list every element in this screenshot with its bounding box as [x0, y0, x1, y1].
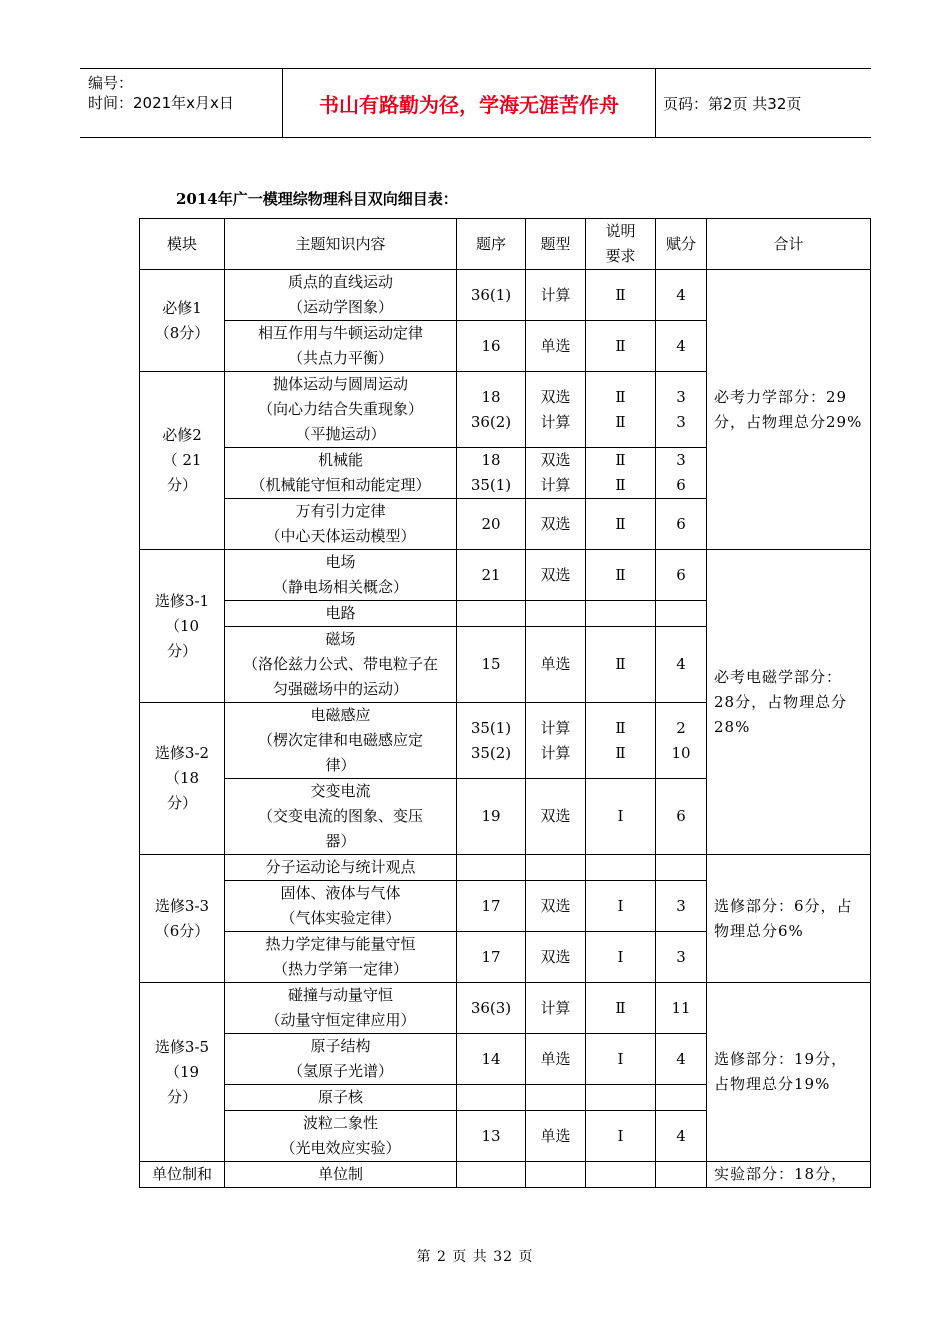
cell-line: 28%: [714, 717, 751, 736]
cell-line: （交变电流的图象、变压: [257, 807, 423, 825]
header-total: 合计: [707, 219, 871, 270]
cell-line: （平抛运动）: [295, 425, 386, 443]
cell-line: 35(2): [470, 743, 512, 762]
cell-line: 占物理总分19%: [714, 1075, 831, 1093]
cell-line: 机械能: [317, 451, 363, 469]
cell-line: （氢原子光谱）: [287, 1062, 393, 1080]
cell-line: 说明: [605, 222, 636, 240]
requirement-cell: Ⅱ: [586, 550, 656, 601]
number-cell: [457, 1085, 526, 1111]
topic-cell: [225, 1034, 457, 1085]
cell-line: Ⅱ: [615, 476, 626, 494]
type-cell: 双选: [526, 932, 586, 983]
cell-line: 2: [676, 718, 686, 737]
number-cell: [457, 703, 526, 779]
type-cell: 单选: [526, 321, 586, 372]
requirement-cell: [586, 1162, 656, 1188]
module-cell: [140, 372, 225, 550]
cell-line: 分，占物理总分29%: [714, 412, 863, 431]
module-cell: [140, 983, 225, 1162]
cell-line: （热力学第一定律）: [272, 960, 408, 978]
cell-line: Ⅱ: [615, 387, 626, 406]
type-cell: 单选: [526, 1111, 586, 1162]
cell-line: （中心天体运动模型）: [265, 527, 416, 545]
cell-line: 计算: [540, 743, 571, 762]
header-center: [282, 69, 656, 137]
cell-line: 18: [481, 451, 501, 469]
score-cell: 4: [656, 1034, 707, 1085]
number-cell: 20: [457, 499, 526, 550]
topic-cell: [225, 270, 457, 321]
header-module: 模块: [140, 219, 225, 270]
score-cell: 4: [656, 1111, 707, 1162]
topic-cell: [225, 372, 457, 448]
number-cell: [457, 601, 526, 627]
type-cell: [526, 703, 586, 779]
cell-line: 交变电流: [310, 782, 371, 800]
type-cell: [526, 448, 586, 499]
topic-cell: 电路: [225, 601, 457, 627]
topic-cell: [225, 1111, 457, 1162]
number-cell: 19: [457, 779, 526, 855]
requirement-cell: Ⅱ: [586, 499, 656, 550]
cell-line: 双选: [540, 451, 571, 469]
type-cell: [526, 601, 586, 627]
cell-line: （机械能守恒和动能定理）: [250, 476, 431, 494]
cell-line: （洛伦兹力公式、带电粒子在: [242, 655, 438, 673]
cell-line: （19: [164, 1062, 200, 1081]
total-cell: [707, 550, 871, 855]
page-footer: 第 2 页 共 32 页: [416, 1249, 534, 1265]
cell-line: 28分，占物理总分: [714, 692, 848, 711]
header-right: [655, 69, 871, 137]
requirement-cell: Ⅱ: [586, 321, 656, 372]
requirement-cell: Ⅰ: [586, 779, 656, 855]
cell-line: 35(1): [470, 476, 512, 494]
requirement-cell: [586, 372, 656, 448]
header-left: [80, 69, 281, 137]
cell-line: 分）: [166, 1087, 197, 1106]
total-cell: [707, 855, 871, 983]
motto-text: 书山有路勤为径，学海无涯苦作舟: [319, 92, 619, 117]
cell-line: 选修3-2: [154, 744, 210, 762]
type-cell: 单选: [526, 627, 586, 703]
cell-line: 物理总分6%: [714, 921, 804, 940]
cell-line: 必修1: [162, 298, 202, 317]
cell-line: （6分）: [154, 921, 210, 940]
score-cell: [656, 448, 707, 499]
cell-line: （气体实验定律）: [280, 909, 401, 927]
score-cell: 11: [656, 983, 707, 1034]
cell-line: 必考力学部分：29: [714, 387, 848, 406]
topic-cell: [225, 448, 457, 499]
topic-cell: [225, 627, 457, 703]
cell-line: 匀强磁场中的运动）: [272, 680, 408, 698]
score-cell: 6: [656, 779, 707, 855]
requirement-cell: [586, 448, 656, 499]
score-cell: 6: [656, 550, 707, 601]
cell-line: 波粒二象性: [302, 1114, 378, 1132]
type-cell: [526, 1162, 586, 1188]
cell-line: 分）: [166, 476, 197, 494]
requirement-cell: [586, 601, 656, 627]
score-cell: [656, 372, 707, 448]
cell-line: 选修部分：19分，: [714, 1050, 848, 1068]
cell-line: （18: [164, 769, 200, 787]
cell-line: 必修2: [162, 426, 202, 444]
total-cell: [707, 270, 871, 550]
table-row: [140, 270, 871, 321]
cell-line: Ⅱ: [615, 451, 626, 469]
requirement-cell: [586, 855, 656, 881]
cell-line: Ⅱ: [615, 718, 626, 737]
header-type: 题型: [526, 219, 586, 270]
cell-line: 电磁感应: [310, 706, 371, 724]
cell-line: （10: [164, 616, 200, 635]
number-cell: 14: [457, 1034, 526, 1085]
topic-cell: 原子核: [225, 1085, 457, 1111]
number-cell: 17: [457, 932, 526, 983]
topic-cell: [225, 499, 457, 550]
score-cell: 6: [656, 499, 707, 550]
number-label: 编号：: [88, 74, 134, 92]
number-cell: 15: [457, 627, 526, 703]
module-cell: 单位制和: [140, 1162, 225, 1188]
score-cell: 4: [656, 270, 707, 321]
cell-line: 万有引力定律: [295, 502, 386, 520]
cell-line: 相互作用与牛顿运动定律: [257, 324, 423, 342]
cell-line: 固体、液体与气体: [280, 884, 401, 902]
requirement-cell: Ⅰ: [586, 1111, 656, 1162]
header-topic: 主题知识内容: [225, 219, 457, 270]
type-cell: 计算: [526, 983, 586, 1034]
number-cell: 17: [457, 881, 526, 932]
module-cell: [140, 703, 225, 855]
number-cell: 13: [457, 1111, 526, 1162]
requirement-cell: Ⅱ: [586, 983, 656, 1034]
cell-line: 必考电磁学部分：: [714, 667, 843, 686]
score-cell: 3: [656, 932, 707, 983]
cell-line: 选修3-5: [154, 1037, 210, 1056]
cell-line: 3: [676, 387, 686, 406]
number-cell: [457, 1162, 526, 1188]
cell-line: 分）: [166, 794, 197, 812]
cell-line: 选修部分：6分，占: [714, 896, 853, 915]
requirement-cell: Ⅱ: [586, 627, 656, 703]
type-cell: 双选: [526, 499, 586, 550]
cell-line: 双选: [540, 387, 571, 406]
score-cell: [656, 703, 707, 779]
number-cell: 16: [457, 321, 526, 372]
requirement-cell: Ⅰ: [586, 1034, 656, 1085]
page-info: 页码：第2页 共32页: [663, 94, 802, 113]
cell-line: 原子结构: [310, 1037, 371, 1055]
table-row: [140, 983, 871, 1034]
module-cell: [140, 550, 225, 703]
cell-line: 选修3-3: [154, 896, 210, 915]
cell-line: 35(1): [470, 718, 512, 737]
topic-cell: [225, 983, 457, 1034]
score-cell: [656, 601, 707, 627]
requirement-cell: [586, 703, 656, 779]
cell-line: 律）: [325, 756, 356, 774]
cell-line: 10: [671, 743, 691, 762]
specification-table: [139, 218, 871, 1188]
cell-line: 18: [481, 387, 501, 406]
number-cell: [457, 448, 526, 499]
cell-line: 3: [676, 451, 686, 469]
cell-line: Ⅱ: [615, 743, 626, 762]
cell-line: 器）: [325, 832, 356, 850]
type-cell: [526, 1085, 586, 1111]
cell-line: （向心力结合失重现象）: [257, 400, 423, 418]
type-cell: 计算: [526, 270, 586, 321]
cell-line: 分）: [166, 641, 197, 660]
requirement-cell: Ⅰ: [586, 932, 656, 983]
cell-line: 6: [676, 476, 686, 494]
requirement-cell: Ⅰ: [586, 881, 656, 932]
type-cell: 双选: [526, 779, 586, 855]
cell-line: 要求: [605, 247, 636, 265]
cell-line: 电场: [325, 553, 356, 571]
requirement-cell: [586, 1085, 656, 1111]
score-cell: 4: [656, 321, 707, 372]
table-row: [140, 855, 871, 881]
table-header-row: [140, 219, 871, 270]
topic-cell: [225, 321, 457, 372]
cell-line: （楞次定律和电磁感应定: [257, 731, 423, 749]
time-label: 时间：2021年x月x日: [88, 94, 234, 112]
cell-line: 碰撞与动量守恒: [287, 986, 393, 1004]
total-cell: 实验部分：18分，: [707, 1162, 871, 1188]
type-cell: 单选: [526, 1034, 586, 1085]
topic-cell: [225, 703, 457, 779]
score-cell: [656, 1162, 707, 1188]
total-cell: [707, 983, 871, 1162]
cell-line: 计算: [540, 718, 571, 737]
topic-cell: [225, 550, 457, 601]
score-cell: [656, 1085, 707, 1111]
requirement-cell: Ⅱ: [586, 270, 656, 321]
score-cell: [656, 855, 707, 881]
cell-line: 计算: [540, 412, 571, 431]
document-title: 2014年广一模理综物理科目双向细目表：: [176, 190, 458, 208]
number-cell: [457, 372, 526, 448]
number-cell: 36(3): [457, 983, 526, 1034]
topic-cell: [225, 779, 457, 855]
cell-line: （ 21: [162, 451, 202, 469]
header-requirement: [586, 219, 656, 270]
number-cell: 21: [457, 550, 526, 601]
number-cell: 36(1): [457, 270, 526, 321]
cell-line: （运动学图象）: [287, 298, 393, 316]
number-cell: [457, 855, 526, 881]
cell-line: 3: [676, 412, 686, 431]
topic-cell: [225, 881, 457, 932]
cell-line: 36(2): [470, 412, 512, 431]
header-number: 题序: [457, 219, 526, 270]
cell-line: 选修3-1: [154, 591, 210, 610]
page-header: [80, 68, 871, 138]
cell-line: 磁场: [325, 630, 356, 648]
table-row: [140, 1162, 871, 1188]
type-cell: 双选: [526, 881, 586, 932]
table-row: [140, 550, 871, 601]
type-cell: [526, 372, 586, 448]
type-cell: [526, 855, 586, 881]
cell-line: （光电效应实验）: [280, 1139, 401, 1157]
cell-line: （动量守恒定律应用）: [265, 1011, 416, 1029]
cell-line: （静电场相关概念）: [272, 578, 408, 596]
header-score: 赋分: [656, 219, 707, 270]
topic-cell: 分子运动论与统计观点: [225, 855, 457, 881]
score-cell: 3: [656, 881, 707, 932]
cell-line: （共点力平衡）: [287, 349, 393, 367]
module-cell: [140, 270, 225, 372]
cell-line: 抛体运动与圆周运动: [272, 375, 408, 393]
cell-line: 质点的直线运动: [287, 273, 393, 291]
module-cell: [140, 855, 225, 983]
cell-line: 计算: [540, 476, 571, 494]
cell-line: Ⅱ: [615, 412, 626, 431]
topic-cell: 单位制: [225, 1162, 457, 1188]
topic-cell: [225, 932, 457, 983]
score-cell: 4: [656, 627, 707, 703]
cell-line: （8分）: [154, 323, 210, 342]
type-cell: 双选: [526, 550, 586, 601]
cell-line: 热力学定律与能量守恒: [265, 935, 416, 953]
